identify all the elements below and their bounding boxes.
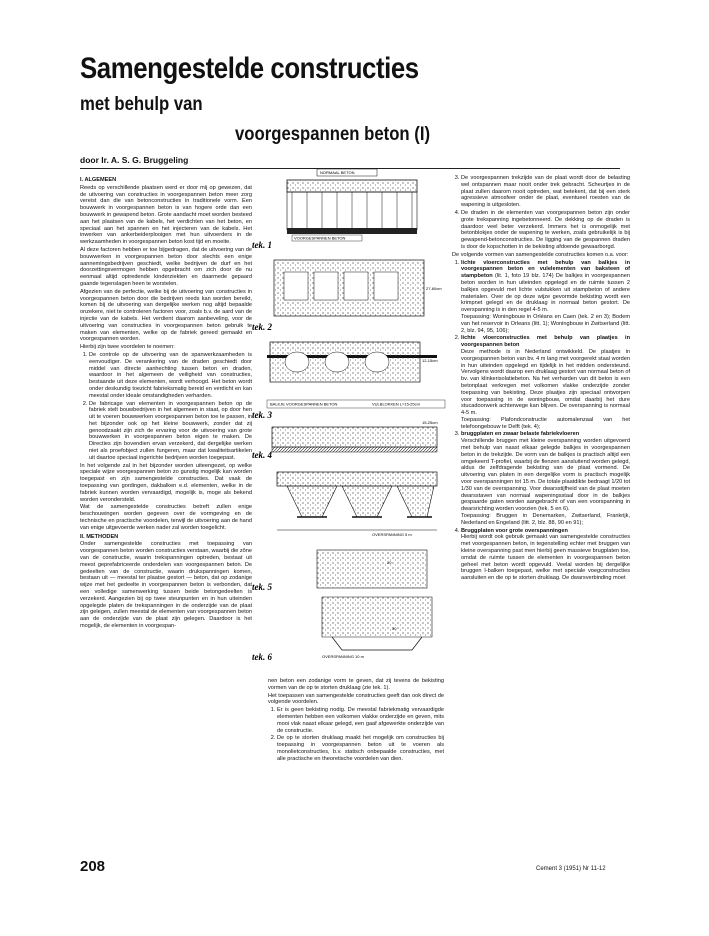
label-vulblokken: VULBLOKKEN L=15-25cm bbox=[372, 401, 420, 407]
caption-tek-5: tek. 5 bbox=[252, 582, 272, 592]
article-title: Samengestelde constructies bbox=[80, 52, 419, 85]
paragraph: Afgezien van de perfectie, welke bij de uitvoering van constructies in voorgespannen beton door die bedrijven reeds kan worden bereikt, komen bij de uitvoering van dergelijke werken nog altijd bepaalde onzekere, niet te controleren factoren voor, zoals b.v. de aard van de injectie van de kabels. Het verdient daarom aanbeveling, voor de uitvoering van constructies in voorgespannen beton gebruik te maken van elementen, welke op de fabriek gereed gemaakt en voorgespannen worden. bbox=[80, 288, 252, 343]
drawing-tek-3 bbox=[252, 342, 445, 420]
method-title: lichte vloerconstructies met behulp van balkjes in voorgespannen beton en vulelementen van baksteen of stampbeton bbox=[461, 259, 630, 280]
drawing-tek-4 bbox=[252, 420, 438, 460]
paragraph: Wat de samengestelde constructies betreft zullen enige beschouwingen worden gegeven over de vormgeving en de technische en practische voordelen, terwijl de uitvoering aan de hand van enige uitgevoerde werken nader zal worden toegelicht. bbox=[80, 504, 252, 531]
caption-tek-3: tek. 3 bbox=[252, 410, 272, 420]
paragraph: Hierbij zijn twee voordelen te noemen: bbox=[80, 344, 175, 351]
label-dim-30: 30 bbox=[392, 626, 397, 631]
article-title-line2: met behulp van bbox=[80, 94, 203, 115]
caption-tek-2: tek. 2 bbox=[252, 322, 272, 332]
label-overspanning-5m: OVERSPANNING 5 m bbox=[372, 532, 412, 537]
list-item: 1. De controle op de uitvoering van de spanwerkzaamheden is eenvoudiger. De verankering van de draden geschiedt door middel van directe aanhechting tussen beton en draden, waardoor in het algemeen de veiligheid van constructies, bestaande uit deze elementen, wordt verhoogd. Het beton wordt onder deskundig toezicht fabrieksmatig bereid en verdicht en kan meestal onder ideale omstandigheden verharden. bbox=[89, 352, 252, 400]
method-title: bruggplaten en zwaar belaste fabriekvloeren bbox=[461, 431, 580, 438]
label-balkje: BALKJE VOORGESPANNEN BETON bbox=[270, 401, 338, 407]
paragraph: De volgende vormen van samengestelde constructies komen o.a. voor: bbox=[452, 251, 629, 258]
label-dim-15: 15-25cm bbox=[422, 420, 438, 425]
application-label: Toepassing: bbox=[461, 313, 491, 320]
paragraph: Onder samengestelde constructies met toepassing van voorgespannen beton worden constructies verstaan, waarbij die zône van de constructie, waarin trekspanningen optreden, bestaat uit meest geprefabriceerde onderdelen van voorgespannen beton. De gedeelten van de constructie, waarin drukspanningen komen, bestaan uit — meestal ter plaatse gestort — beton, dat op zodanige wijze met het gedeelte in voorgespannen beton is verbonden, dat een volledige samenwerking tussen beide betongedeelten is verzekerd. Aangezien bij op twee steunpunten en in hun uiteinden opgelegde platen de trekspanningen in de onderzijde van de plaat zijn gelegen, zullen meestal de elementen van voorgespannen beton aan de onderzijde van de plaat zijn gelegen. Daardoor is het mogelijk, de elementen in voorgespan- bbox=[80, 541, 252, 629]
label-overspanning-10m: OVERSPANNING 10 m bbox=[322, 654, 364, 659]
method-body: Hierbij wordt ook gebruik gemaakt van samengestelde constructies met voorgespannen beton, in tegenstelling echter met bruggen van kleine overspanning past men hierbij geen massieve brugplaten toe, omdat de ruimte tussen de elementen in voorgespannen beton geheel met beton wordt opgevuld. Veelal worden bij dergelijke bruggen I-balken toegepast, welke met speciale voegconstructies aansluiten en die op te storten druklaag. De dwarsverbinding moet bbox=[461, 534, 630, 582]
list-item: 3. De voorgespannen trekzijde van de plaat wordt door de belasting wel ontspannen maar nooit onder trek gebracht. Scheurtjes in de plaat zullen daarom nooit optreden, wat betekent, dat bij een sterk agressieve atmosfeer onder de plaat, eventueel roesten van de wapening is uitgesloten. bbox=[461, 175, 630, 209]
paragraph: Reeds op verschillende plaatsen werd er door mij op gewezen, dat de uitvoering van constructies in voorgespannen beton meer zorg vereist dan die van betonconstructies in traditionele vorm. Een bouwwerk in voorgespannen beton is van hogere orde dan een bouwwerk in gewapend beton. Grote aandacht moet worden besteed aan het plaatsen van de kabels, het verdichten van het beton, en speciaal aan het spannen en het injecteren van de kabels. Het inwerken van ankerbeiderplooigen met hun uitvoerders in de werkzaamheden in voorgespannen beton kost tijd en moeite. bbox=[80, 184, 252, 246]
label-dim-12: 12-15cm bbox=[422, 358, 438, 363]
list-item: 2. De op te storten druklaag maakt het mogelijk om constructies bij toepassing in voorgespannen beton uit te voeren als monolietconstructies, b.v. statisch onbepaalde constructies, met alle practische en theoretische voordelen van dien. bbox=[277, 735, 444, 762]
page-number: 208 bbox=[80, 858, 106, 875]
method-reference: (lit. 1, foto 19 blz. 174) bbox=[494, 273, 554, 280]
section-heading: I. ALGEMEEN bbox=[80, 177, 117, 183]
method-item-3 bbox=[461, 431, 630, 526]
list-item: 4. De draden in de elementen van voorgespannen beton zijn onder grote trekspanning ingebetonneerd. De dekking op de draden is daardoor veel beter verzekerd. Immers het is onmogelijk met betonblokjes onder de wapening te werken, zoals gebruikelijk is bij gewapend-betonconstructies. De ligging van de gespannen draden is door de kopschotten in de bekisting afdoende gewaarborgd. bbox=[461, 210, 630, 251]
method-title: lichte vloerconstructies met behulp van plaatjes in voorgespannen beton bbox=[461, 335, 630, 349]
paragraph: Al deze factoren hebben er toe bijgedragen, dat de uitvoering van de bouwwerken in voorgespannen beton door slechts een enige aannemingsbedrijven geschiedt, welke bedrijven de durf en het doorzettingsvermogen hebben opgebracht om zich door de nu eenmaal altijd optredende kinderziekten en daarmede gepaard gaande tegenslagen heen te worstelen. bbox=[80, 246, 252, 287]
application-text: Bruggen in Denemarken, Zwitserland, Frankrijk, Nederland en Engeland (litt. 2, blz. 88, 90 en 91); bbox=[461, 513, 630, 526]
application-label: Toepassing: bbox=[461, 513, 491, 520]
caption-tek-6: tek. 6 bbox=[252, 652, 272, 662]
article-title-line3: voorgespannen beton (I) bbox=[235, 124, 431, 145]
column-3 bbox=[452, 175, 630, 583]
application-text: Woningbouw in Orléans en Caen (tek. 2 en 3); Bodem van het reservoir in Orleans (litt. 1); Woningbouw in Zwitserland (litt. 2, blz. 94, 95, 106); bbox=[461, 313, 630, 334]
caption-tek-1: tek. 1 bbox=[252, 240, 272, 250]
column-1 bbox=[80, 175, 252, 631]
drawing-tek-6 bbox=[252, 597, 432, 662]
label-dim-27: 27-60cm bbox=[426, 286, 442, 291]
caption-tek-4: tek. 4 bbox=[252, 450, 272, 460]
method-body: Verschillende bruggen met kleine overspanning worden uitgevoerd met behulp van naast elkaar gelegde balkjes in voorgespannen beton in de trekzijde. De vorm van de balkjes is practisch altijd een omgekeerd T-profiel, waarbij de flenzen aansluitend worden gelegd, aldus de zelfdragende bekisting van de plaat vormend. De uitvoering van platen in een dergelijke vorm is practisch mogelijk voor overspanningen tot 15 m. De totale plaatdikte bedraagt 1/20 tot 1/30 van de overspanning. Voor dwarsstijfheid van de plaat moeten dwarsstaven van normaal wapeningsstaal door in de balkjes gespaarde gaten worden aangebracht of van een voorspanning in dwarsrichting worden voorzien (tek. 5 en 6). bbox=[461, 438, 630, 513]
method-title: Bruggplaten voor grote overspanningen bbox=[461, 527, 568, 534]
label-voorgespannen: VOORGESPANNEN BETON bbox=[294, 235, 346, 241]
list-item: 1. Er is geen bekisting nodig. De meestal fabriekmatig vervaardigde elementen hebben een volkomen vlakke onderzijde en geven, mits mooi vlak naast elkaar gelegd, een gaaf afgewerkte onderzijde van de constructie. bbox=[277, 707, 444, 734]
method-item-1 bbox=[461, 260, 630, 335]
drawing-tek-1 bbox=[252, 169, 417, 250]
method-body: Deze methode is in Nederland ontwikkeld. De plaatjes in voorgespannen beton van bv. 4 m lang met voorgerekt staal worden in hun uiteinden opgelegd en tijdelijk in het midden ondersteund. Vervolgens wordt daarop een druklaag gestort van normaal beton of bv. van klinkerisolatiebeton. Na het verharden van dit beton is een betonplaat verkregen met volkomen vlakke onderzijde zonder toepassing van bekisting. Deze plaatjes zijn speciaal ontworpen voor toepassing in de woningbouw, omdat daarbij het dure stucadoorwerk achterwege kan blijven. De overspanning is normaal 4-5 m. bbox=[461, 348, 630, 417]
section-heading: II. METHODEN bbox=[80, 533, 119, 540]
application-text: Plafondconstructie automalenzaal van het telefoongebouw te Delft (tek. 4); bbox=[461, 416, 630, 430]
drawing-tek-2 bbox=[252, 260, 442, 332]
paragraph: In het volgende zal in het bijzonder worden uiteengezet, op welke speciale wijze voorgespannen beton zo gunstig mogelijk kan worden toegepast en zijn samengestelde constructies. Dat vaak de toepassing van gordingen, dakbalken e.d. elementen, welke in de fabriek kunnen worden vervaardigd, mogelijk is, moge als bekend worden verondersteld. bbox=[80, 462, 252, 503]
figures-panel bbox=[252, 170, 448, 672]
label-dim-20: 20 bbox=[387, 560, 392, 565]
method-item-4 bbox=[461, 528, 630, 582]
method-body: De balkjes in voorgespannen beton worden in hun uiteinden opgelegd en de ruimte tussen 2 balkjes opgevuld met lichte vulstukken uit stampbeton of andere materialen. Over de op deze wijze gevormde bekisting wordt een krimpnet gelegd en de druklaag in normaal beton gestort. De overspanning is in den regel 4-5 m. bbox=[461, 273, 631, 314]
method-item-2 bbox=[461, 335, 630, 430]
journal-footer: Cement 3 (1951) Nr 11-12 bbox=[536, 866, 606, 872]
column-2 bbox=[268, 678, 444, 764]
application-label: Toepassing: bbox=[461, 416, 491, 423]
list-item: 2. De fabricage van elementen in voorgespannen beton op de fabriek stelt bouwbedrijven in het algemeen in staat, op door hen uit te voeren bouwwerken voorgespannen beton toe te passen, in het bijzonder ook op het kleine bouwwerk, zonder dat zij genoodzaakt zijn zich de ervaring voor de uitvoering van grote bouwwerken in voorgespannen beton eigen te maken. De Directies zijn bovendien ervan verzekerd, dat dergelijke werken niet als proefobject zullen fungeren, maar dat kwaliteitsartikelen uit daartoe speciaal ingerichte bedrijven worden toegepast. bbox=[89, 401, 252, 462]
author-byline: door Ir. A. S. G. Bruggeling bbox=[80, 155, 189, 165]
label-normaal-beton: NORMAAL BETON bbox=[320, 170, 355, 175]
paragraph: Het toepassen van samengestelde constructies geeft dan ook direct de volgende voordelen. bbox=[268, 692, 445, 706]
drawing-tek-5 bbox=[252, 472, 437, 592]
paragraph: nen beton een zodanige vorm te geven, dat zij tevens de bekisting vormen van de op te storten druklaag (zie tek. 1). bbox=[268, 678, 444, 691]
